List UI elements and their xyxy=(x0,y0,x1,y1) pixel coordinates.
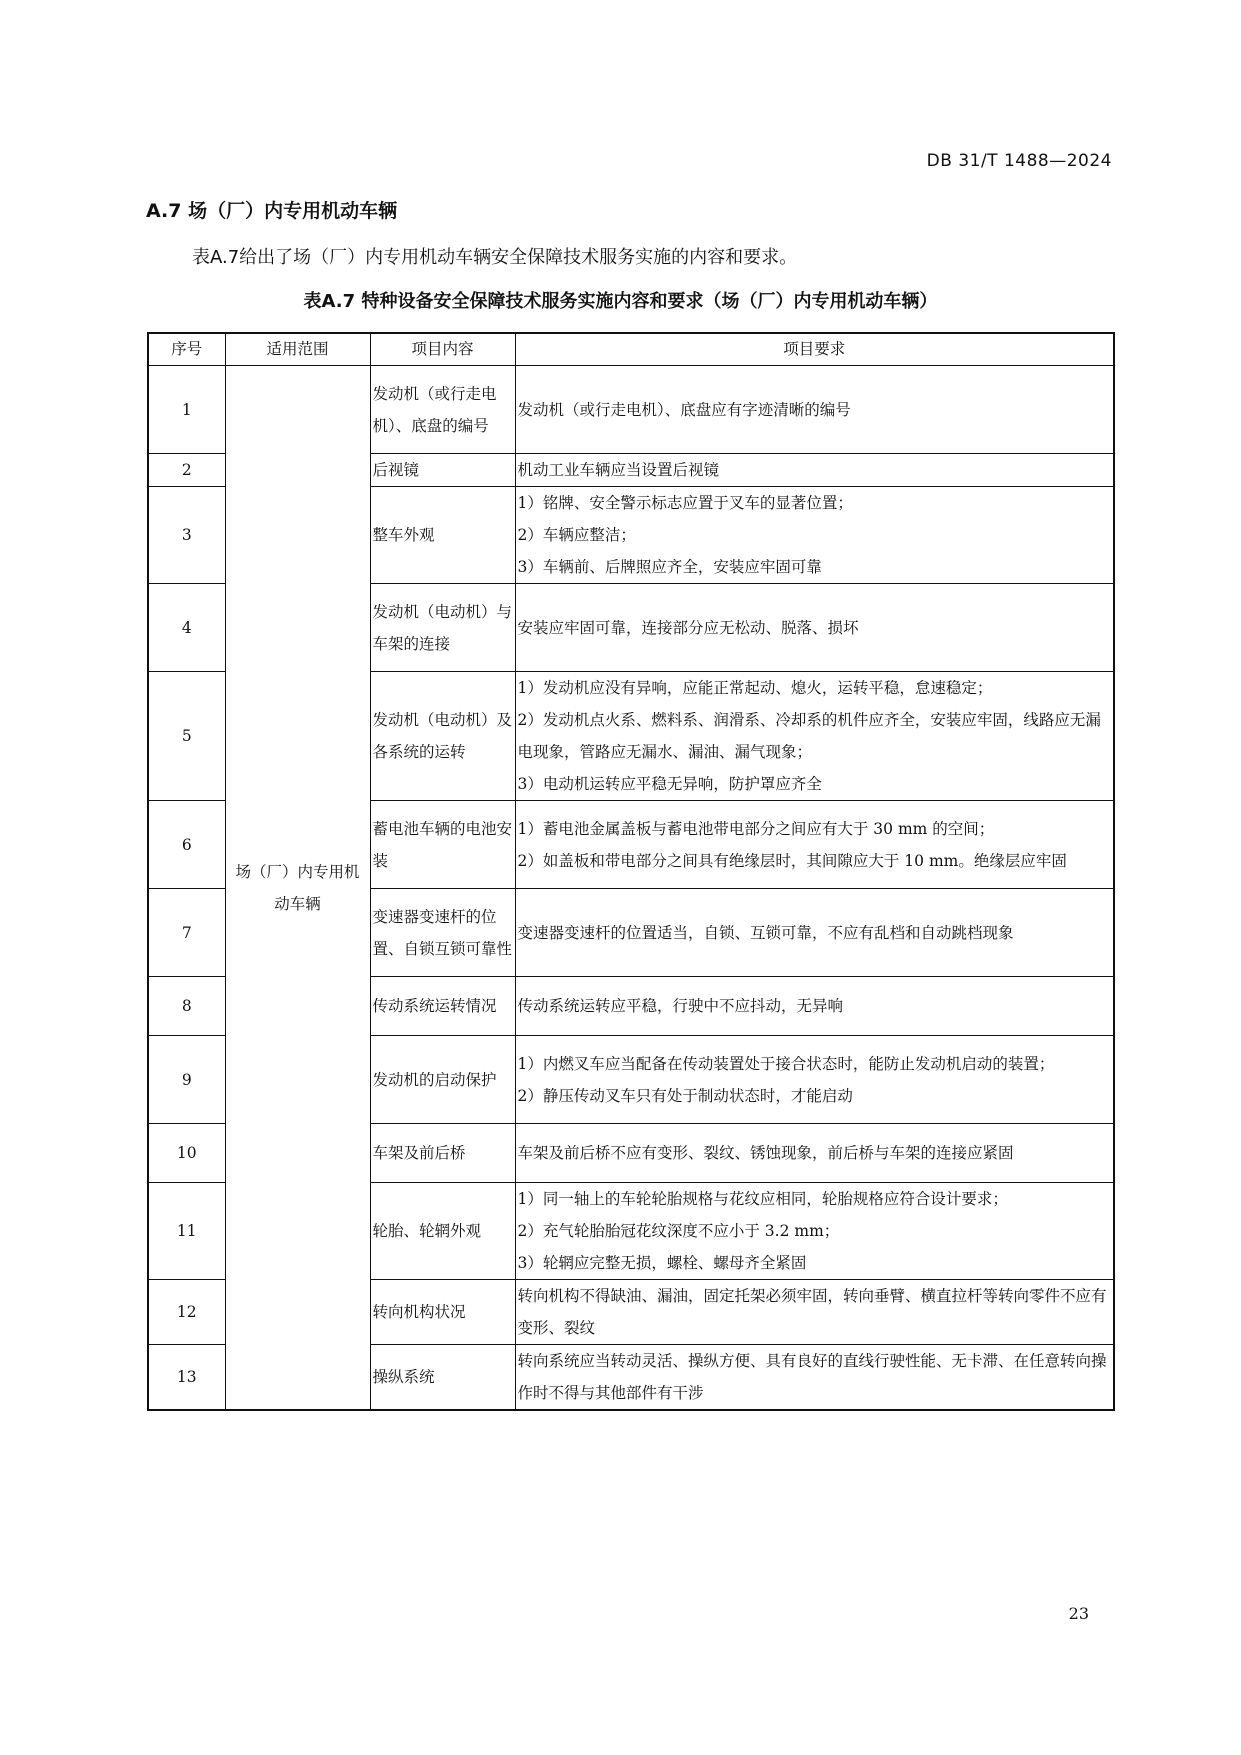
requirement-cell xyxy=(515,801,1114,889)
requirement-line: 3）电动机运转应平稳无异响，防护罩应齐全 xyxy=(517,775,822,793)
requirement-line: 1）发动机应没有异响，应能正常起动、熄火，运转平稳，怠速稳定； xyxy=(517,679,993,697)
row-number: 1 xyxy=(148,366,225,454)
requirement-line: 变速器变速杆的位置适当，自锁、互锁可靠，不应有乱档和自动跳档现象 xyxy=(517,923,1014,942)
table-title: 表A.7 特种设备安全保障技术服务实施内容和要求（场（厂）内专用机动车辆） xyxy=(303,291,938,312)
requirement-line: 转向系统应当转动灵活、操纵方便、具有良好的直线行驶性能、无卡滞、在任意转向操作时不得与其他部件有干涉 xyxy=(517,1352,1107,1402)
requirement-line: 2）车辆应整洁； xyxy=(517,526,636,544)
column-header-number: 序号 xyxy=(148,333,225,366)
requirement-line: 机动工业车辆应当设置后视镜 xyxy=(517,461,720,479)
row-number: 11 xyxy=(148,1183,225,1280)
requirement-line: 转向机构不得缺油、漏油，固定托架必须牢固，转向垂臂、横直拉杆等转向零件不应有变形、裂纹 xyxy=(517,1287,1107,1337)
row-number: 12 xyxy=(148,1280,225,1345)
requirement-line: 1）同一轴上的车轮轮胎规格与花纹应相同，轮胎规格应符合设计要求； xyxy=(517,1190,1008,1208)
column-header-scope: 适用范围 xyxy=(225,333,370,366)
requirement-line: 1）蓄电池金属盖板与蓄电池带电部分之间应有大于 30 mm 的空间； xyxy=(517,819,995,838)
row-number: 13 xyxy=(148,1345,225,1411)
table-row xyxy=(148,366,1114,454)
requirement-cell xyxy=(515,1036,1114,1124)
page-number: 23 xyxy=(1068,1604,1089,1623)
row-number: 2 xyxy=(148,454,225,487)
row-number: 10 xyxy=(148,1124,225,1183)
column-header-requirement: 项目要求 xyxy=(515,333,1114,366)
scope-cell: 场（厂）内专用机动车辆 xyxy=(225,366,370,1411)
item-content-cell: 发动机（电动机）与车架的连接 xyxy=(370,584,515,672)
requirement-line: 1）内燃叉车应当配备在传动装置处于接合状态时，能防止发动机启动的装置； xyxy=(517,1054,1055,1073)
row-number: 3 xyxy=(148,487,225,584)
requirement-line: 安装应牢固可靠，连接部分应无松动、脱落、损坏 xyxy=(517,618,859,637)
item-content-cell: 车架及前后桥 xyxy=(370,1124,515,1183)
requirement-line: 2）发动机点火系、燃料系、润滑系、冷却系的机件应齐全，安装应牢固，线路应无漏电现象，管路应无漏水、漏油、漏气现象； xyxy=(517,711,1101,761)
item-content-cell: 操纵系统 xyxy=(370,1345,515,1411)
requirement-cell xyxy=(515,977,1114,1036)
requirement-cell xyxy=(515,584,1114,672)
requirement-cell xyxy=(515,1124,1114,1183)
row-number: 9 xyxy=(148,1036,225,1124)
requirements-table xyxy=(147,332,1115,1411)
section-title: A.7 场（厂）内专用机动车辆 xyxy=(146,200,398,222)
item-content-cell: 转向机构状况 xyxy=(370,1280,515,1345)
requirement-line: 传动系统运转应平稳，行驶中不应抖动，无异响 xyxy=(517,997,844,1015)
requirement-line: 2）如盖板和带电部分之间具有绝缘层时，其间隙应大于 10 mm。绝缘层应牢固 xyxy=(517,851,1067,870)
item-content-cell: 轮胎、轮辋外观 xyxy=(370,1183,515,1280)
item-content-cell: 发动机（电动机）及各系统的运转 xyxy=(370,672,515,801)
requirement-line: 车架及前后桥不应有变形、裂纹、锈蚀现象，前后桥与车架的连接应紧固 xyxy=(517,1144,1014,1162)
item-content-cell: 发动机的启动保护 xyxy=(370,1036,515,1124)
item-content-cell: 传动系统运转情况 xyxy=(370,977,515,1036)
requirement-cell xyxy=(515,1183,1114,1280)
item-content-cell: 蓄电池车辆的电池安装 xyxy=(370,801,515,889)
item-content-cell: 发动机（或行走电机）、底盘的编号 xyxy=(370,366,515,454)
requirement-cell xyxy=(515,889,1114,977)
requirement-line: 发动机（或行走电机）、底盘应有字迹清晰的编号 xyxy=(517,400,851,419)
row-number: 5 xyxy=(148,672,225,801)
requirement-cell xyxy=(515,487,1114,584)
item-content-cell: 整车外观 xyxy=(370,487,515,584)
row-number: 6 xyxy=(148,801,225,889)
requirement-cell xyxy=(515,672,1114,801)
requirement-line: 2）充气轮胎胎冠花纹深度不应小于 3.2 mm； xyxy=(517,1222,840,1240)
item-content-cell: 变速器变速杆的位置、自锁互锁可靠性 xyxy=(370,889,515,977)
row-number: 7 xyxy=(148,889,225,977)
requirement-line: 1）铭牌、安全警示标志应置于叉车的显著位置； xyxy=(517,494,853,512)
document-id: DB 31/T 1488—2024 xyxy=(926,151,1112,171)
column-header-item: 项目内容 xyxy=(370,333,515,366)
requirement-line: 2）静压传动叉车只有处于制动状态时，才能启动 xyxy=(517,1086,853,1105)
intro-paragraph: 表A.7给出了场（厂）内专用机动车辆安全保障技术服务实施的内容和要求。 xyxy=(192,247,798,268)
row-number: 8 xyxy=(148,977,225,1036)
item-content-cell: 后视镜 xyxy=(370,454,515,487)
row-number: 4 xyxy=(148,584,225,672)
requirement-cell xyxy=(515,1345,1114,1411)
requirement-line: 3）车辆前、后牌照应齐全，安装应牢固可靠 xyxy=(517,558,822,576)
table-header-row xyxy=(148,333,1114,366)
requirement-cell xyxy=(515,1280,1114,1345)
requirement-cell xyxy=(515,366,1114,454)
requirement-line: 3）轮辋应完整无损，螺栓、螺母齐全紧固 xyxy=(517,1254,807,1272)
requirement-cell xyxy=(515,454,1114,487)
